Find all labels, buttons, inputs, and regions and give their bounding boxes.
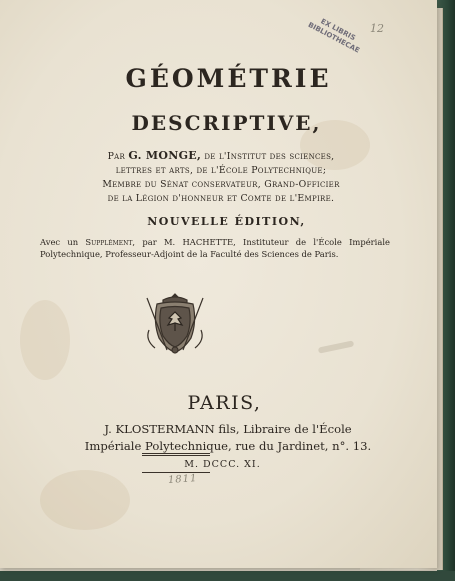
publication-date: M. DCCC. XI.	[184, 459, 261, 470]
author-block	[16, 149, 426, 206]
publisher-line-2: Impériale Polytechnique, rue du Jardinet, n°. 13.	[84, 439, 372, 453]
author-line-1-rest: de l'Institut des sciences,	[204, 151, 335, 162]
author-line-2: lettres et arts, de l'École Polytechnique;	[115, 165, 327, 176]
date-rule-top	[142, 453, 210, 454]
title-line-1: GÉOMÉTRIE	[125, 64, 332, 93]
date-rule-top-double	[142, 455, 210, 456]
library-stamp: EX LIBRIS BIBLIOTHECAE	[306, 17, 361, 55]
book-cover-bottom	[0, 571, 455, 581]
pencil-annotation-number: 12	[370, 22, 384, 35]
ink-smudge	[318, 340, 354, 353]
date-rule-bottom	[142, 472, 210, 473]
publication-place: PARIS,	[187, 392, 262, 414]
title-line-2: DESCRIPTIVE,	[131, 111, 322, 135]
publisher-line-1: J. KLOSTERMANN fils, Libraire de l'École	[104, 422, 352, 436]
supplement-paragraph	[40, 237, 390, 260]
foxing-stain	[20, 300, 70, 380]
author-line-3: Membre du Sénat conservateur, Grand-Officier	[102, 179, 340, 190]
author-line-4: de la Légion d'honneur et Comte de l'Empire.	[107, 193, 335, 204]
pencil-annotation-year: 1811	[167, 472, 198, 487]
author-by: Par	[107, 151, 126, 162]
author-line-1	[16, 149, 426, 164]
author-name: G. MONGE,	[128, 149, 202, 162]
imperial-eagle-coat-of-arms-icon	[143, 290, 207, 356]
publisher-block	[18, 421, 438, 455]
supplement-text: par M. HACHETTE, Instituteur de l'École Impériale Polytechnique, Professeur-Adjoint de la Faculté des Sciences de Paris.	[40, 237, 390, 259]
supplement-label: Supplément,	[85, 237, 136, 247]
supplement-prefix: Avec un	[40, 237, 79, 247]
edition-line: NOUVELLE ÉDITION,	[147, 215, 306, 228]
foxing-stain	[40, 470, 130, 530]
